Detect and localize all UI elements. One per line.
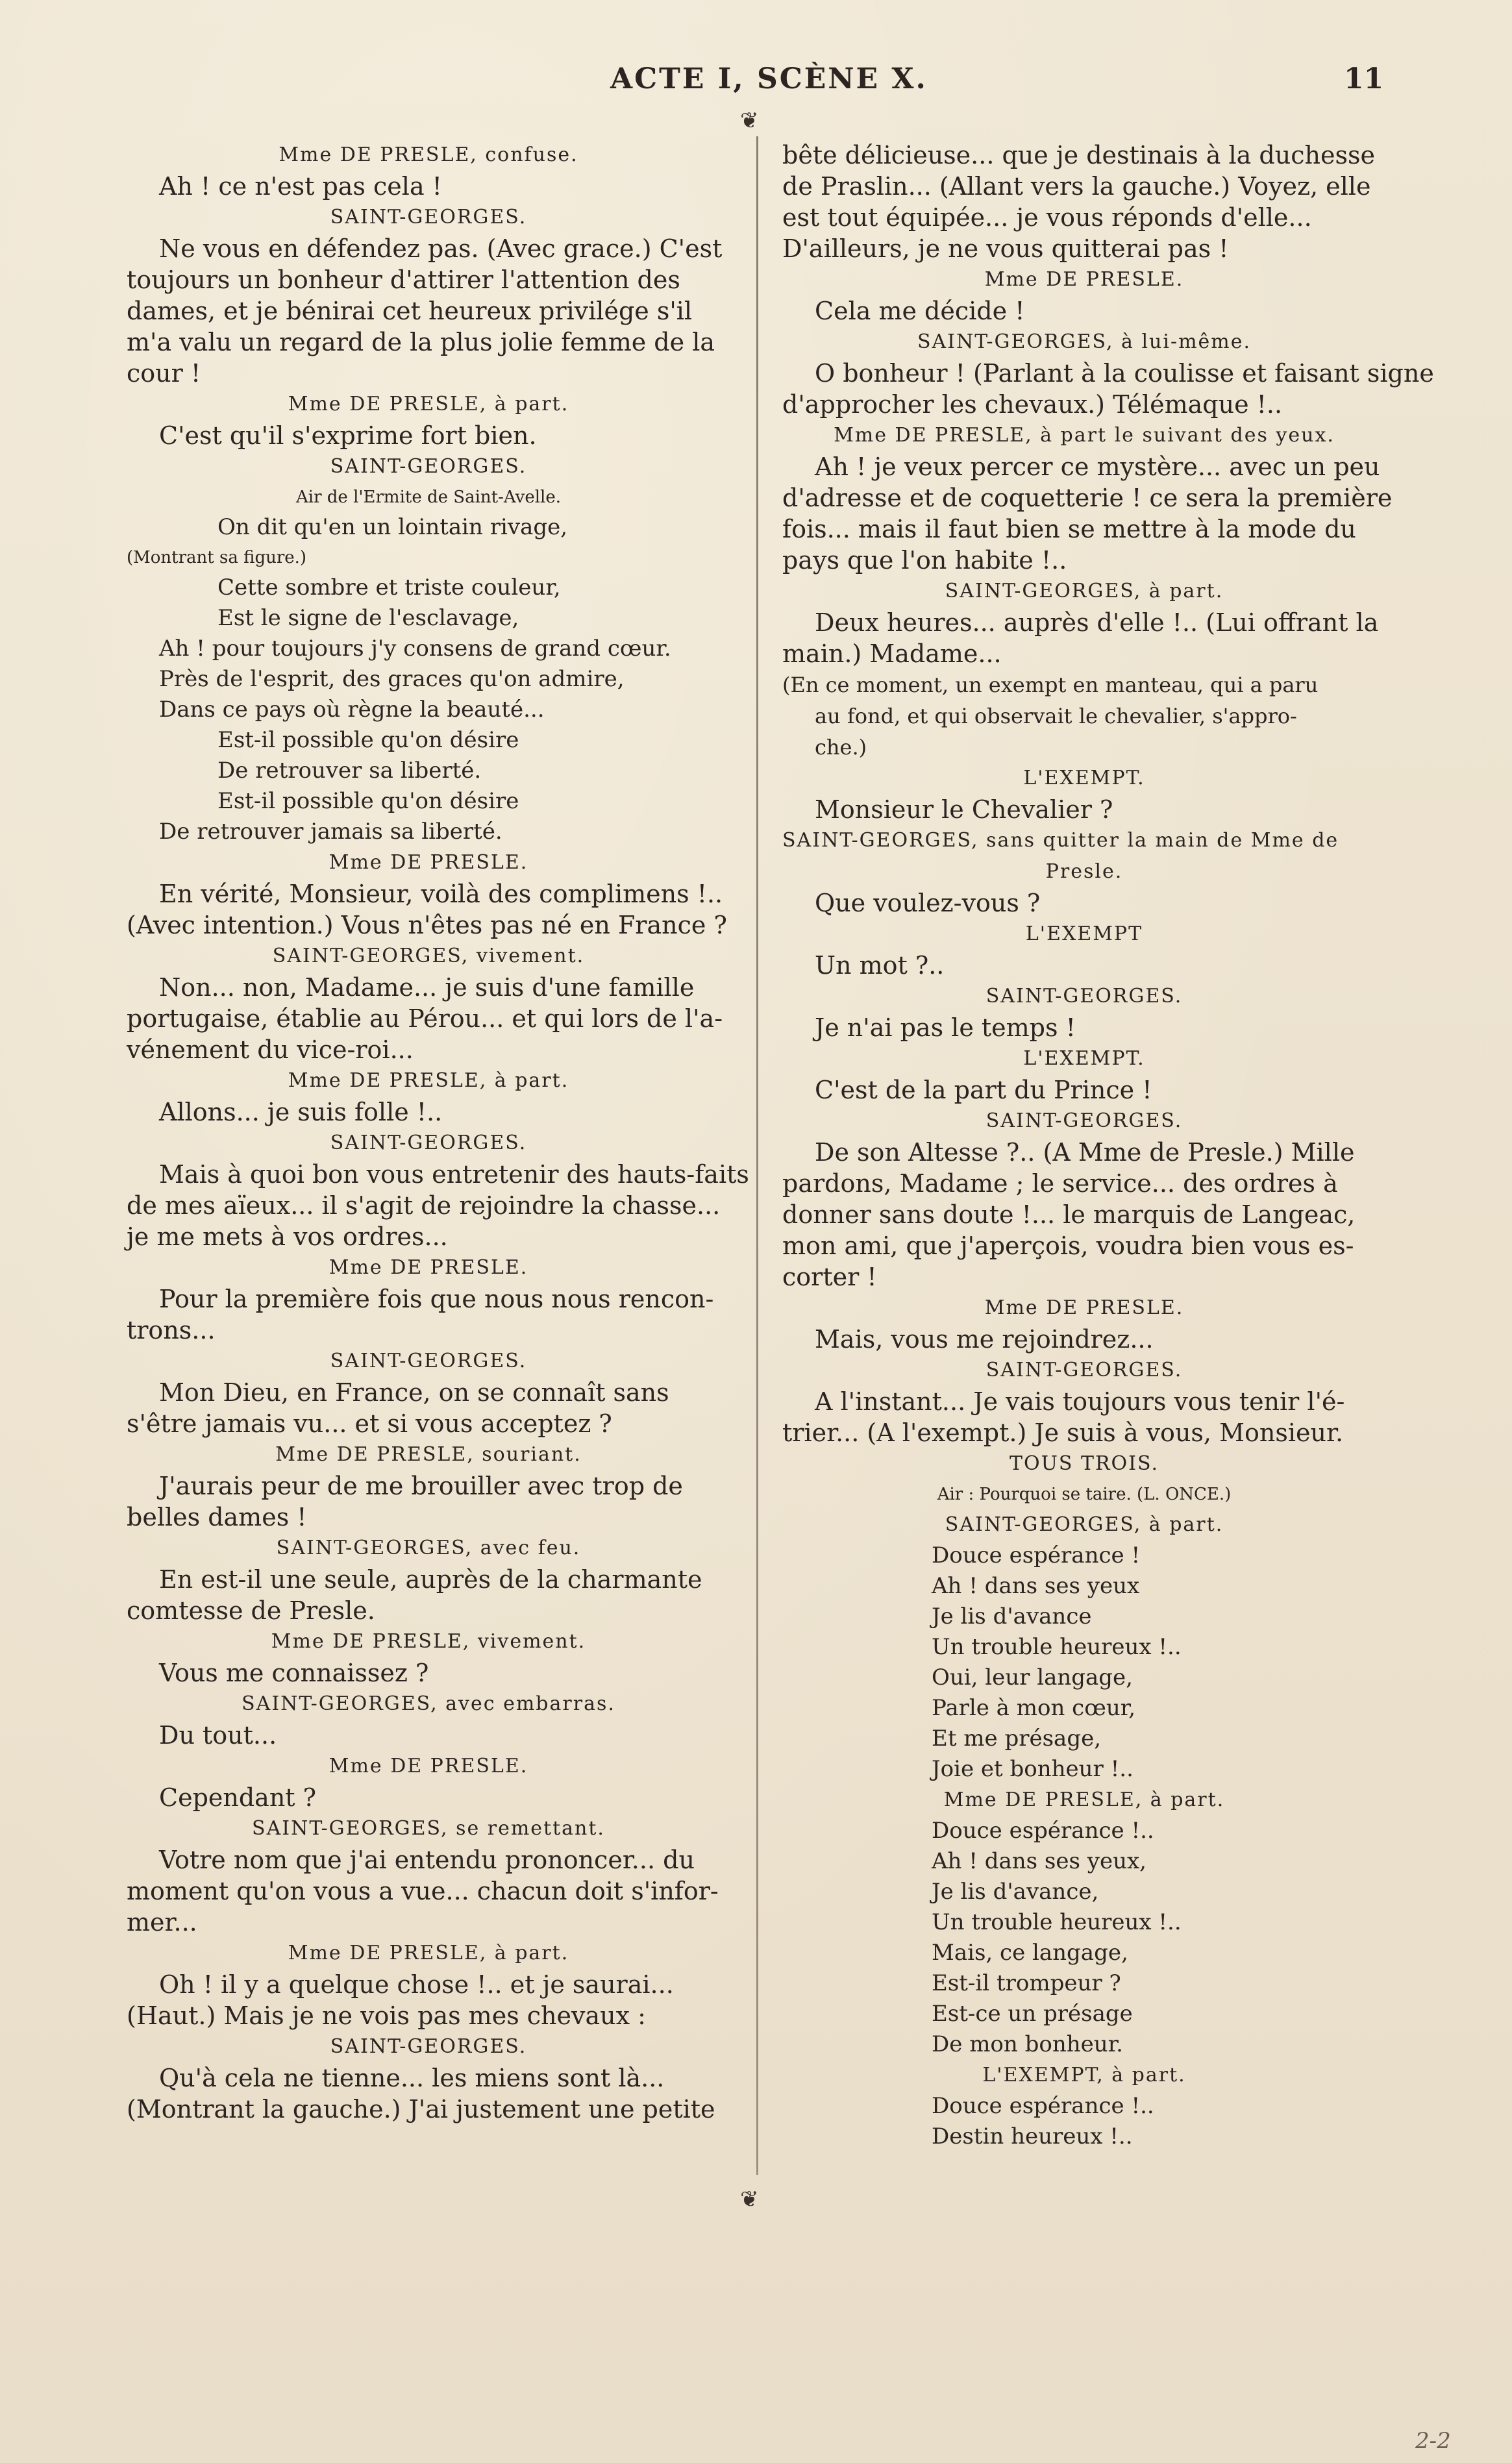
text-line: J'aurais peur de me brouiller avec trop de — [159, 1472, 683, 1500]
text-line: Je n'ai pas le temps ! — [815, 1013, 1076, 1042]
verse-line: De retrouver sa liberté. — [217, 758, 482, 784]
speaker-line: SAINT-GEORGES. — [330, 1132, 527, 1154]
air-note: Air : Pourquoi se taire. (L. ONCE.) — [937, 1485, 1232, 1504]
text-line: En est-il une seule, auprès de la charmante — [159, 1565, 702, 1594]
text-line: au fond, et qui observait le chevalier, s'appro- — [815, 704, 1297, 728]
verse-line: Ah ! pour toujours j'y consens de grand cœur. — [159, 636, 671, 662]
text-line: main.) Madame... — [782, 639, 1002, 668]
text-line: Mais à quoi bon vous entretenir des hauts-faits — [159, 1160, 749, 1189]
text-line: portugaise, établie au Pérou... et qui lors de l'a- — [127, 1004, 723, 1033]
verse-line: Mais, ce langage, — [932, 1940, 1128, 1966]
verse-line: Est-il possible qu'on désire — [217, 788, 519, 814]
text-line: Cependant ? — [159, 1783, 317, 1812]
speaker-line: SAINT-GEORGES. — [985, 1359, 1183, 1381]
text-line: Pour la première fois que nous nous rencon- — [159, 1285, 714, 1313]
text-line: moment qu'on vous a vue... chacun doit s'infor- — [127, 1877, 719, 1905]
verse-line: Est-il possible qu'on désire — [217, 727, 519, 753]
speaker-line: SAINT-GEORGES. — [985, 985, 1183, 1008]
speaker-line: SAINT-GEORGES, vivement. — [272, 945, 585, 967]
speaker-line: Mme DE PRESLE, à part. — [288, 393, 569, 415]
speaker-line: Mme DE PRESLE, souriant. — [275, 1443, 582, 1466]
text-line: Ne vous en défendez pas. (Avec grace.) C'est — [159, 234, 723, 263]
speaker-line: Mme DE PRESLE, à part le suivant des yeux. — [834, 424, 1335, 447]
verse-line: Ah ! dans ses yeux, — [932, 1848, 1146, 1874]
speaker-line: Mme DE PRESLE. — [984, 1296, 1184, 1319]
verse-line: Près de l'esprit, des graces qu'on admire, — [159, 666, 625, 692]
page-number: 11 — [1344, 62, 1384, 95]
text-line: s'être jamais vu... et si vous acceptez ? — [127, 1409, 612, 1438]
verse-line: De retrouver jamais sa liberté. — [159, 819, 502, 845]
text-line: de Praslin... (Allant vers la gauche.) Voyez, elle — [782, 172, 1371, 201]
verse-line: Je lis d'avance, — [932, 1879, 1099, 1905]
text-line: C'est qu'il s'exprime fort bien. — [159, 421, 537, 450]
text-line: Cela me décide ! — [815, 297, 1025, 325]
verse-line: Joie et bonheur !.. — [932, 1756, 1134, 1782]
verse-line: Parle à mon cœur, — [932, 1695, 1136, 1721]
text-line: vénement du vice-roi... — [127, 1035, 414, 1064]
text-line: Ah ! je veux percer ce mystère... avec un peu — [815, 452, 1380, 481]
text-line: D'ailleurs, je ne vous quitterai pas ! — [782, 234, 1229, 263]
text-line: En vérité, Monsieur, voilà des complimens !.. — [159, 880, 723, 908]
text-line: trons... — [127, 1316, 216, 1344]
speaker-line: Mme DE PRESLE, confuse. — [279, 143, 578, 166]
verse-line: Ah ! dans ses yeux — [932, 1573, 1140, 1599]
text-line: m'a valu un regard de la plus jolie femme de la — [127, 328, 715, 356]
text-line: mer... — [127, 1908, 197, 1937]
top-ornament: ❦ — [740, 108, 759, 134]
speaker-line: Mme DE PRESLE, vivement. — [271, 1630, 586, 1653]
bottom-ornament: ❦ — [740, 2186, 759, 2212]
speaker-line: TOUS TROIS. — [1009, 1452, 1159, 1475]
speaker-line: Mme DE PRESLE. — [328, 1256, 528, 1279]
verse-line: Est le signe de l'esclavage, — [217, 605, 519, 631]
speaker-line: SAINT-GEORGES, à lui-même. — [917, 330, 1252, 353]
text-line: A l'instant... Je vais toujours vous tenir l'é- — [815, 1387, 1345, 1416]
text-line: donner sans doute !... le marquis de Langeac, — [782, 1200, 1356, 1229]
text-line: Mais, vous me rejoindrez... — [815, 1325, 1154, 1354]
text-line: mon ami, que j'aperçois, voudra bien vous es- — [782, 1232, 1354, 1260]
speaker-line: SAINT-GEORGES. — [330, 455, 527, 478]
air-note: Air de l'Ermite de Saint-Avelle. — [295, 488, 561, 507]
right-column — [782, 140, 1434, 2152]
speaker-line: L'EXEMPT — [1025, 922, 1143, 945]
text-line: Monsieur le Chevalier ? — [815, 795, 1113, 824]
text-line: Ah ! ce n'est pas cela ! — [159, 172, 442, 201]
text-line: O bonheur ! (Parlant à la coulisse et faisant signe — [815, 359, 1434, 388]
text-line: Qu'à cela ne tienne... les miens sont là... — [159, 2064, 665, 2092]
text-line: Que voulez-vous ? — [815, 889, 1041, 917]
air-note: (Montrant sa figure.) — [127, 548, 307, 567]
speaker-line: L'EXEMPT. — [1023, 767, 1145, 789]
verse-line: Est-il trompeur ? — [932, 1970, 1121, 1996]
text-line: che.) — [815, 735, 867, 760]
speaker-line: L'EXEMPT. — [1023, 1047, 1145, 1070]
verse-line: Je lis d'avance — [932, 1603, 1092, 1629]
speaker-line: SAINT-GEORGES, sans quitter la main de Mme de — [782, 829, 1339, 852]
text-line: Un mot ?.. — [815, 951, 945, 980]
verse-line: De mon bonheur. — [932, 2031, 1123, 2057]
text-line: (Avec intention.) Vous n'êtes pas né en France ? — [127, 911, 727, 939]
speaker-line: Mme DE PRESLE, à part. — [288, 1942, 569, 1964]
text-line: trier... (A l'exempt.) Je suis à vous, Monsieur. — [782, 1418, 1344, 1447]
text-line: de mes aïeux... il s'agit de rejoindre la chasse... — [127, 1191, 721, 1220]
speaker-line: Mme DE PRESLE, à part. — [288, 1069, 569, 1092]
text-line: De son Altesse ?.. (A Mme de Presle.) Mille — [815, 1138, 1355, 1167]
text-line: Mon Dieu, en France, on se connaît sans — [159, 1378, 669, 1407]
verse-line: Est-ce un présage — [932, 2001, 1133, 2027]
page-title: ACTE I, SCÈNE X. — [610, 62, 928, 95]
verse-line: Un trouble heureux !.. — [932, 1909, 1182, 1935]
verse-line: Un trouble heureux !.. — [932, 1634, 1182, 1660]
text-line: comtesse de Presle. — [127, 1596, 375, 1625]
text-line: toujours un bonheur d'attirer l'attention des — [127, 266, 680, 294]
verse-line: On dit qu'en un lointain rivage, — [217, 514, 568, 540]
verse-line: Destin heureux !.. — [932, 2123, 1133, 2149]
text-line: pardons, Madame ; le service... des ordres à — [782, 1169, 1338, 1198]
text-line: cour ! — [127, 359, 201, 388]
speaker-line: SAINT-GEORGES, avec feu. — [276, 1537, 581, 1559]
speaker-line: Mme DE PRESLE. — [328, 851, 528, 874]
verse-line: Douce espérance !.. — [932, 1818, 1154, 1844]
left-column — [127, 140, 749, 2125]
text-line: Vous me connaissez ? — [159, 1659, 429, 1687]
text-line: d'adresse et de coquetterie ! ce sera la première — [782, 484, 1393, 512]
speaker-line: Mme DE PRESLE, à part. — [943, 1788, 1225, 1811]
text-line: Deux heures... auprès d'elle !.. (Lui offrant la — [815, 608, 1379, 637]
verse-line: Dans ce pays où règne la beauté... — [159, 697, 545, 723]
text-line: belles dames ! — [127, 1503, 307, 1531]
text-line: (En ce moment, un exempt en manteau, qui a paru — [782, 673, 1319, 697]
text-line: est tout équipée... je vous réponds d'elle... — [782, 203, 1312, 232]
speaker-line: SAINT-GEORGES. — [330, 1350, 527, 1372]
text-line: Oh ! il y a quelque chose !.. et je saurai... — [159, 1970, 674, 1999]
speaker-line: SAINT-GEORGES, se remettant. — [252, 1817, 605, 1840]
speaker-line: Mme DE PRESLE. — [984, 268, 1184, 291]
verse-line: Et me présage, — [932, 1726, 1102, 1751]
verse-line: Oui, leur langage, — [932, 1665, 1133, 1690]
text-line: (Montrant la gauche.) J'ai justement une petite — [127, 2095, 715, 2123]
speaker-line: L'EXEMPT, à part. — [982, 2064, 1186, 2086]
text-line: bête délicieuse... que je destinais à la duchesse — [782, 141, 1375, 169]
text-line: je me mets à vos ordres... — [127, 1222, 448, 1251]
text-line: Votre nom que j'ai entendu prononcer... du — [159, 1846, 695, 1874]
verse-line: Douce espérance !.. — [932, 2093, 1154, 2119]
speaker-line: SAINT-GEORGES. — [330, 206, 527, 229]
text-line: corter ! — [782, 1263, 877, 1291]
text-line: Non... non, Madame... je suis d'une famille — [159, 973, 695, 1002]
speaker-line: SAINT-GEORGES, à part. — [945, 1513, 1224, 1536]
speaker-line: SAINT-GEORGES. — [330, 2035, 527, 2058]
page-signature: 2-2 — [1415, 2428, 1451, 2454]
verse-line: Cette sombre et triste couleur, — [217, 575, 561, 600]
speaker-line: Mme DE PRESLE. — [328, 1755, 528, 1777]
speaker-line: SAINT-GEORGES. — [985, 1109, 1183, 1132]
speaker-line: Presle. — [1045, 860, 1123, 883]
speaker-line: SAINT-GEORGES, avec embarras. — [242, 1692, 615, 1715]
running-header — [0, 62, 1512, 108]
text-line: (Haut.) Mais je ne vois pas mes chevaux : — [127, 2001, 646, 2030]
text-line: pays que l'on habite !.. — [782, 546, 1067, 575]
speaker-line: SAINT-GEORGES, à part. — [945, 580, 1224, 602]
text-line: Allons... je suis folle !.. — [159, 1098, 443, 1126]
text-line: C'est de la part du Prince ! — [815, 1076, 1152, 1104]
verse-line: Douce espérance ! — [932, 1542, 1141, 1568]
text-line: dames, et je bénirai cet heureux privilége s'il — [127, 297, 693, 325]
column-divider — [756, 136, 758, 2175]
text-line: Du tout... — [159, 1721, 277, 1750]
text-line: fois... mais il faut bien se mettre à la mode du — [782, 515, 1356, 543]
text-line: d'approcher les chevaux.) Télémaque !.. — [782, 390, 1283, 419]
